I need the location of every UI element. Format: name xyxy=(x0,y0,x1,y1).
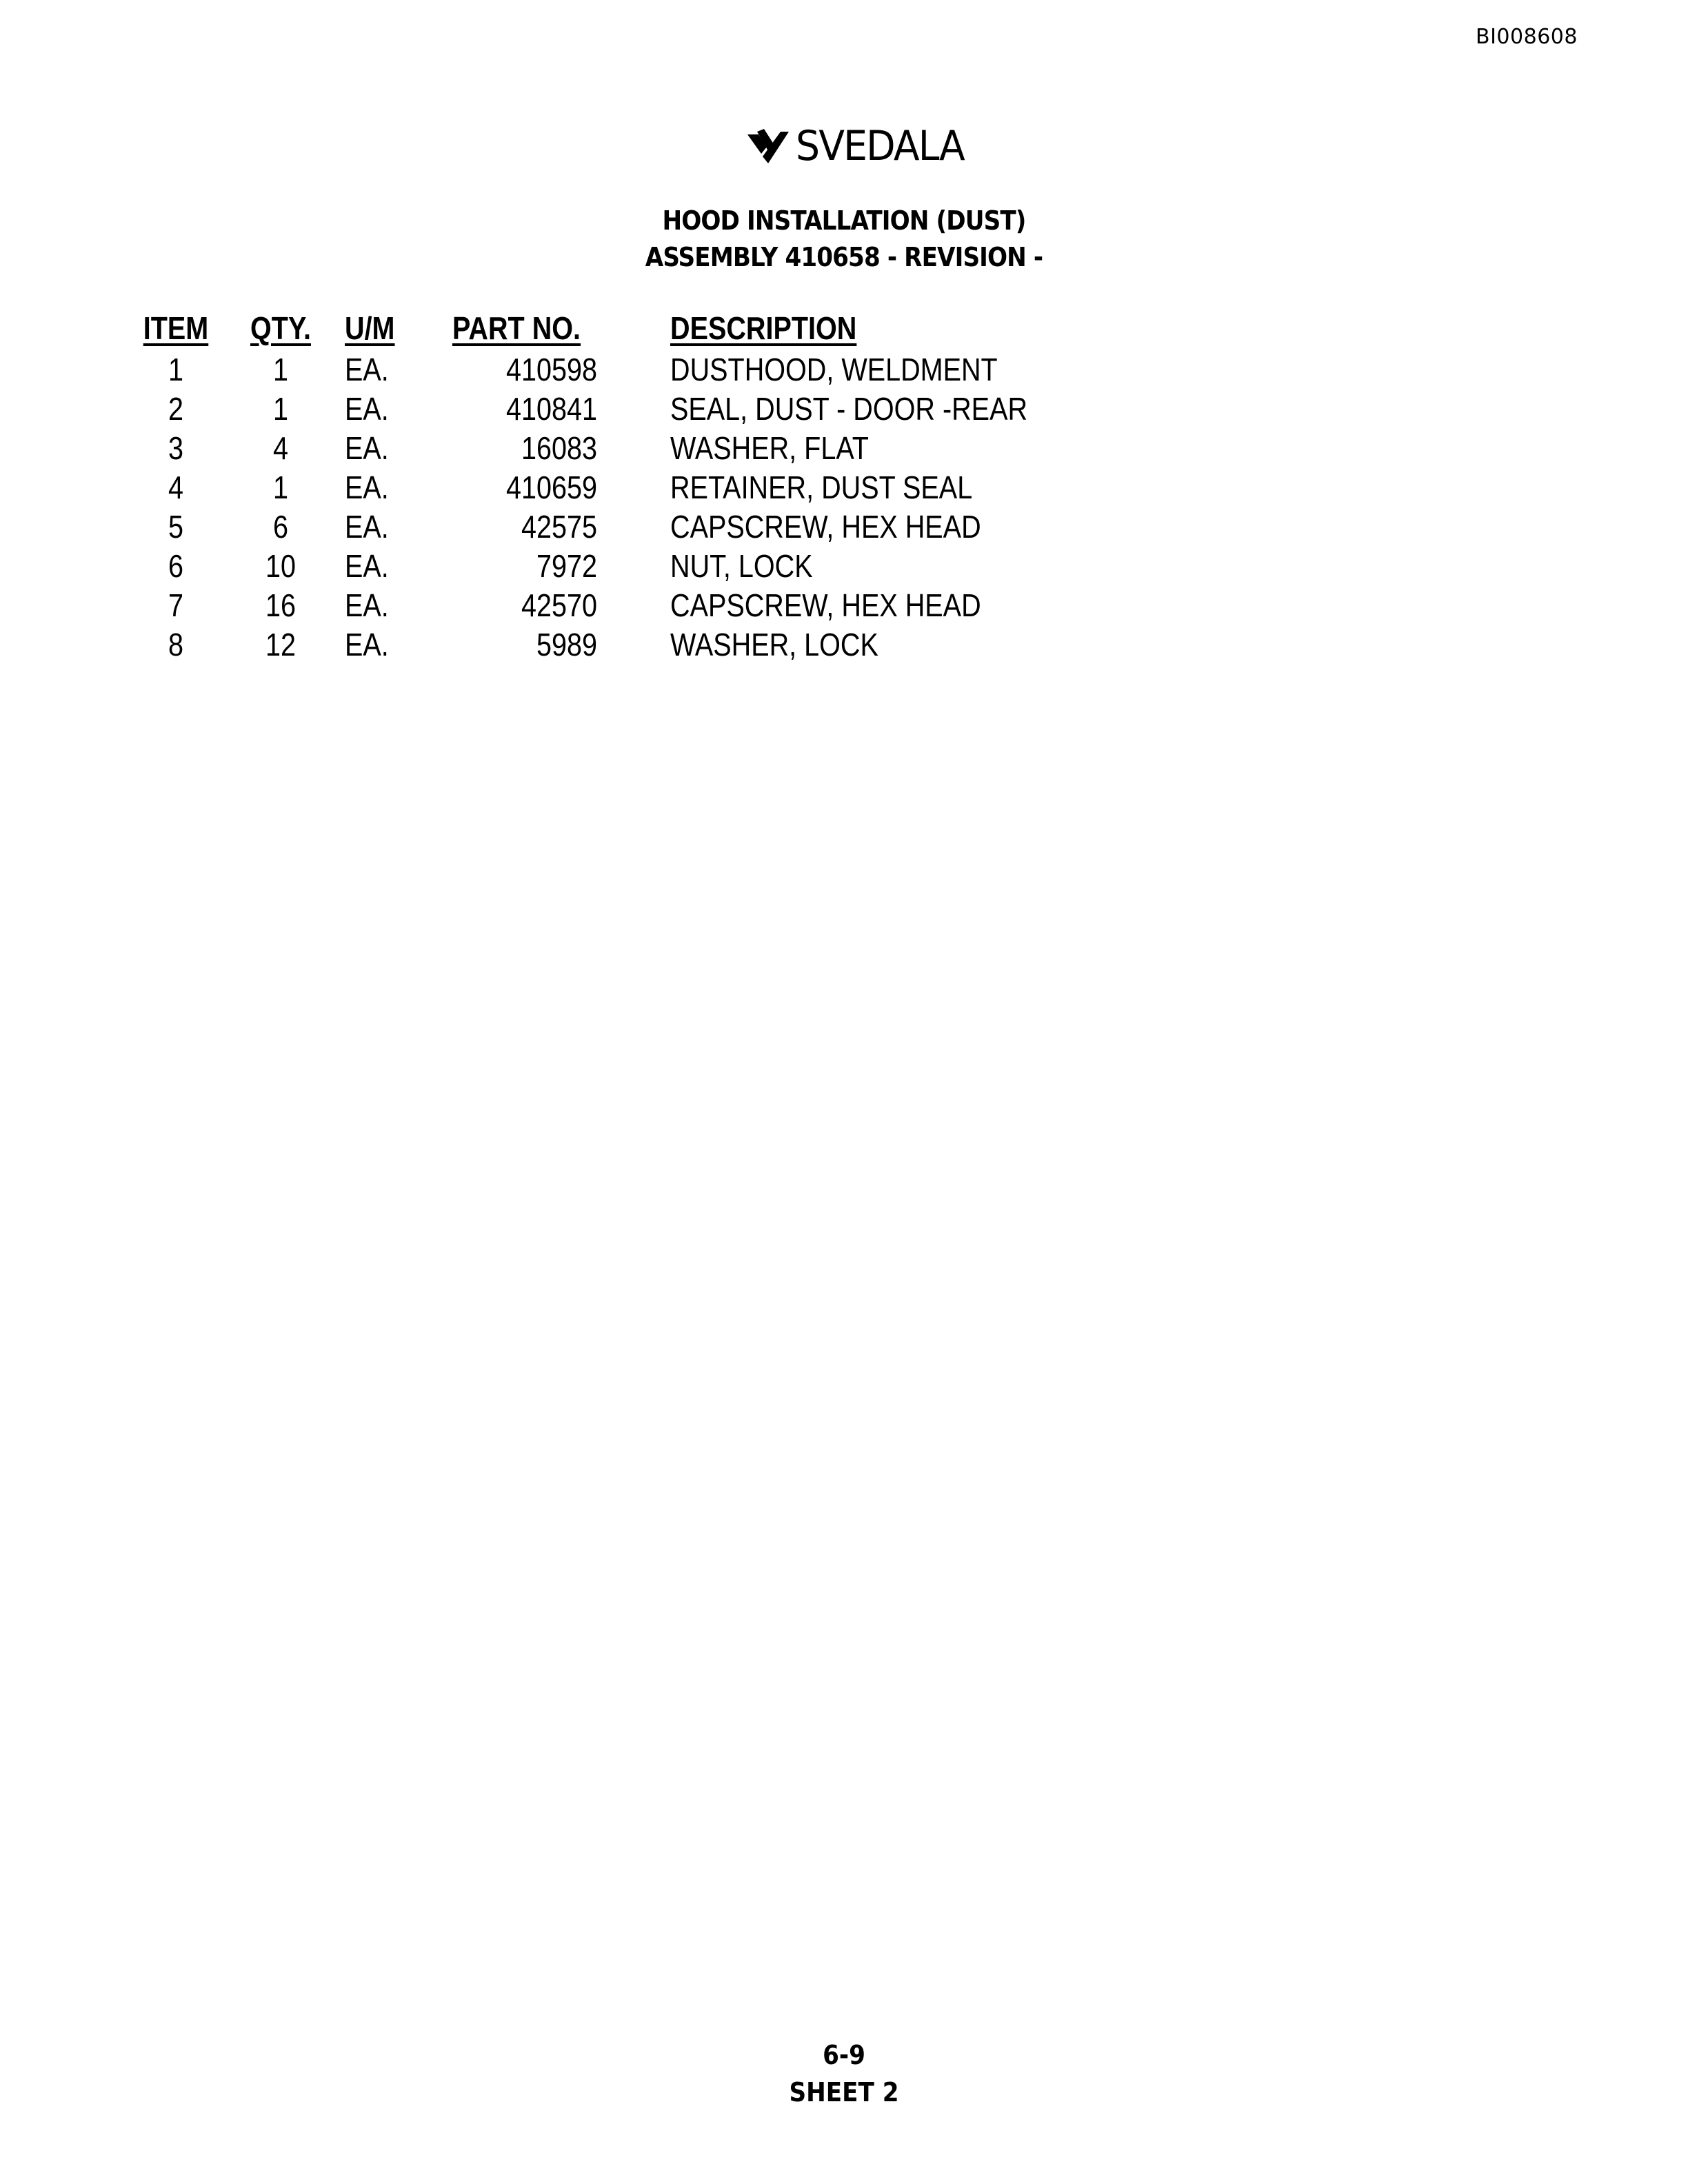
cell-description: NUT, LOCK xyxy=(670,548,813,584)
cell-item: 2 xyxy=(168,391,184,427)
cell-qty: 1 xyxy=(272,352,289,387)
cell-qty: 10 xyxy=(265,548,296,584)
table-row xyxy=(0,547,1688,586)
cell-description: CAPSCREW, HEX HEAD xyxy=(670,509,981,545)
table-row xyxy=(0,468,1688,507)
cell-description: SEAL, DUST - DOOR -REAR xyxy=(670,391,1028,427)
title-line-2: ASSEMBLY 410658 - REVISION - xyxy=(645,242,1043,272)
cell-item: 5 xyxy=(168,509,184,545)
header-part-no: PART NO. xyxy=(452,310,581,346)
cell-um: EA. xyxy=(345,587,389,623)
cell-qty: 16 xyxy=(265,587,296,623)
table-row xyxy=(0,586,1688,625)
page-footer xyxy=(0,2036,1688,2111)
cell-um: EA. xyxy=(345,509,389,545)
cell-description: CAPSCREW, HEX HEAD xyxy=(670,587,981,623)
document-id: BI008608 xyxy=(1476,25,1578,49)
cell-qty: 12 xyxy=(265,627,296,663)
cell-um: EA. xyxy=(345,352,389,387)
cell-item: 3 xyxy=(168,430,184,466)
cell-qty: 1 xyxy=(272,469,289,505)
cell-item: 6 xyxy=(168,548,184,584)
cell-item: 7 xyxy=(168,587,184,623)
cell-description: DUSTHOOD, WELDMENT xyxy=(670,352,998,387)
parts-list-table xyxy=(0,309,1688,665)
cell-qty: 4 xyxy=(272,430,289,466)
sheet-number: SHEET 2 xyxy=(789,2077,899,2107)
table-header-row xyxy=(0,309,1688,350)
cell-description: WASHER, LOCK xyxy=(670,627,878,663)
cell-description: WASHER, FLAT xyxy=(670,430,869,466)
cell-item: 4 xyxy=(168,469,184,505)
cell-um: EA. xyxy=(345,548,389,584)
cell-part-no: 410659 xyxy=(505,469,597,505)
table-row xyxy=(0,390,1688,429)
cell-item: 8 xyxy=(168,627,184,663)
header-description: DESCRIPTION xyxy=(670,310,857,346)
table-row xyxy=(0,625,1688,665)
logo-wordmark: SVEDALA xyxy=(796,122,964,170)
cell-qty: 1 xyxy=(272,391,289,427)
table-body xyxy=(0,350,1688,665)
page-number: 6-9 xyxy=(823,2040,865,2070)
cell-part-no: 410598 xyxy=(505,352,597,387)
cell-description: RETAINER, DUST SEAL xyxy=(670,469,973,505)
cell-qty: 6 xyxy=(272,509,289,545)
cell-part-no: 5989 xyxy=(536,627,597,663)
cell-part-no: 410841 xyxy=(505,391,597,427)
table-row xyxy=(0,507,1688,547)
svedala-logo xyxy=(747,123,989,170)
assembly-title xyxy=(0,203,1688,276)
cell-item: 1 xyxy=(168,352,184,387)
cell-um: EA. xyxy=(345,469,389,505)
table-row xyxy=(0,350,1688,390)
cell-um: EA. xyxy=(345,627,389,663)
cell-um: EA. xyxy=(345,430,389,466)
header-qty: QTY. xyxy=(250,310,311,346)
title-line-1: HOOD INSTALLATION (DUST) xyxy=(662,205,1026,236)
cell-part-no: 16083 xyxy=(521,430,597,466)
cell-part-no: 42570 xyxy=(521,587,597,623)
cell-part-no: 7972 xyxy=(536,548,597,584)
table-row xyxy=(0,429,1688,468)
header-um: U/M xyxy=(345,310,395,346)
cell-part-no: 42575 xyxy=(521,509,597,545)
svedala-logo-icon xyxy=(747,129,792,163)
cell-um: EA. xyxy=(345,391,389,427)
header-item: ITEM xyxy=(143,310,209,346)
